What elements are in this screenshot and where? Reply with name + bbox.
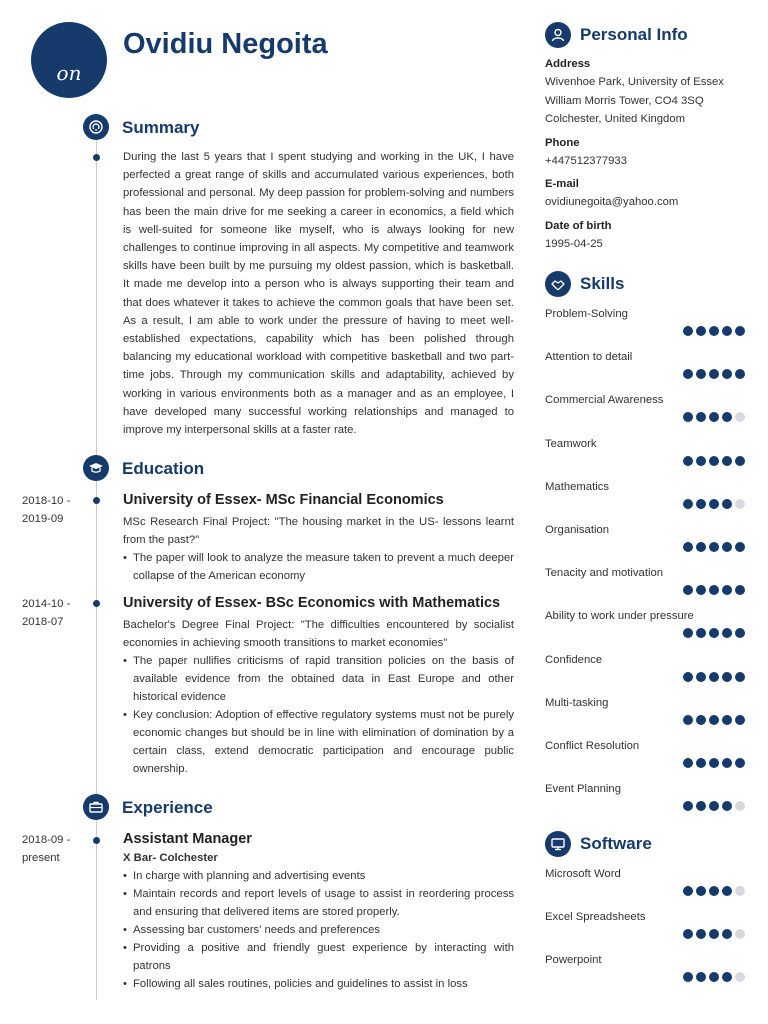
candidate-name: Ovidiu Negoita <box>123 28 328 60</box>
skill-label: Ability to work under pressure <box>545 610 694 623</box>
address-line: Wivenhoe Park, University of Essex <box>545 76 724 88</box>
education-title: Education <box>122 459 205 478</box>
skill-label: Microsoft Word <box>545 868 621 880</box>
skill-label: Powerpoint <box>545 954 602 967</box>
avatar <box>31 22 107 98</box>
rating-dot-filled <box>709 456 719 466</box>
rating-dot-filled <box>683 456 693 466</box>
summary-icon <box>83 114 109 140</box>
skill-rating <box>683 758 745 768</box>
rating-dot-empty <box>735 412 745 422</box>
list-item: • Maintain records and report levels of usage to assist in reordering process and ensuring that delivered items are stored properly. <box>123 885 514 921</box>
rating-dot-filled <box>709 628 719 638</box>
skill-item <box>545 738 745 781</box>
rating-dot-filled <box>722 715 732 725</box>
rating-dot-filled <box>722 585 732 595</box>
rating-dot-filled <box>722 542 732 552</box>
entry-bullets <box>123 652 514 778</box>
software-item <box>545 866 745 909</box>
rating-dot-filled <box>683 672 693 682</box>
entry-bullets <box>123 867 514 993</box>
skill-label: Problem-Solving <box>545 308 628 320</box>
rating-dot-filled <box>683 715 693 725</box>
email-value: ovidiunegoita@yahoo.com <box>545 196 679 208</box>
rating-dot-filled <box>683 801 693 811</box>
software-item <box>545 909 745 952</box>
rating-dot-filled <box>722 886 732 896</box>
rating-dot-filled <box>722 628 732 638</box>
handshake-icon <box>545 271 571 297</box>
skill-item <box>545 306 745 349</box>
phone-label: Phone <box>545 136 580 149</box>
skill-item <box>545 781 745 824</box>
rating-dot-empty <box>735 886 745 896</box>
user-icon <box>545 22 571 48</box>
rating-dot-filled <box>722 672 732 682</box>
briefcase-icon <box>83 794 109 820</box>
list-item: • Following all sales routines, policies and guidelines to assist in loss <box>123 975 514 993</box>
rating-dot-filled <box>709 886 719 896</box>
summary-title: Summary <box>122 118 200 137</box>
rating-dot-filled <box>735 585 745 595</box>
rating-dot-filled <box>696 542 706 552</box>
rating-dot-filled <box>722 758 732 768</box>
rating-dot-empty <box>735 801 745 811</box>
skill-item <box>545 349 745 392</box>
rating-dot-filled <box>696 369 706 379</box>
rating-dot-filled <box>696 585 706 595</box>
rating-dot-filled <box>722 499 732 509</box>
entry-title: University of Essex- BSc Economics with Mathematics <box>123 595 501 611</box>
software-title: Software <box>580 834 652 853</box>
timeline-line <box>96 125 97 1000</box>
personal-info-title: Personal Info <box>580 25 688 44</box>
skill-rating <box>683 326 745 336</box>
skill-rating <box>683 628 745 638</box>
skill-rating <box>683 886 745 896</box>
skill-rating <box>683 672 745 682</box>
rating-dot-filled <box>683 886 693 896</box>
rating-dot-filled <box>722 456 732 466</box>
rating-dot-filled <box>709 369 719 379</box>
rating-dot-filled <box>709 326 719 336</box>
skill-label: Tenacity and motivation <box>545 567 664 580</box>
list-item: • Providing a positive and friendly guest experience by interacting with patrons <box>123 939 514 975</box>
rating-dot-filled <box>696 929 706 939</box>
skill-label: Organisation <box>545 524 610 536</box>
skill-label: Teamwork <box>545 437 597 450</box>
rating-dot-filled <box>683 628 693 638</box>
education-entry <box>123 593 514 778</box>
skill-item <box>545 608 745 651</box>
rating-dot-filled <box>722 326 732 336</box>
rating-dot-filled <box>735 715 745 725</box>
entry-title: Assistant Manager <box>123 831 252 847</box>
rating-dot-empty <box>735 499 745 509</box>
rating-dot-filled <box>709 412 719 422</box>
skill-rating <box>683 456 745 466</box>
avatar-initials: on <box>56 61 82 85</box>
skill-label: Event Planning <box>545 783 621 796</box>
entry-description: MSc Research Final Project: "The housing market in the US- lessons learnt from the past?" <box>123 516 514 546</box>
skill-rating <box>683 585 745 595</box>
rating-dot-filled <box>683 369 693 379</box>
monitor-icon <box>545 831 571 857</box>
rating-dot-filled <box>696 412 706 422</box>
rating-dot-filled <box>709 585 719 595</box>
rating-dot-filled <box>722 972 732 982</box>
skill-rating <box>683 929 745 939</box>
address-label: Address <box>545 58 591 70</box>
skill-label: Excel Spreadsheets <box>545 911 646 924</box>
rating-dot-filled <box>696 972 706 982</box>
address-line: William Morris Tower, CO4 3SQ <box>545 94 704 107</box>
personal-info <box>545 55 745 253</box>
list-item: • The paper nullifies criticisms of rapid transition policies on the basis of available evidence from the obtained data in East Europe and other historical evidence <box>123 652 514 706</box>
skill-item <box>545 436 745 479</box>
skill-rating <box>683 542 745 552</box>
experience-entry <box>123 829 514 993</box>
timeline-dot <box>93 600 100 607</box>
rating-dot-filled <box>709 801 719 811</box>
skill-rating <box>683 972 745 982</box>
graduation-cap-icon <box>83 455 109 481</box>
skill-label: Mathematics <box>545 480 610 493</box>
dob-label: Date of birth <box>545 219 612 232</box>
rating-dot-empty <box>735 929 745 939</box>
skill-item <box>545 565 745 608</box>
list-item: • In charge with planning and advertising events <box>123 867 514 885</box>
skill-rating <box>683 801 745 811</box>
skill-label: Commercial Awareness <box>545 394 664 407</box>
rating-dot-filled <box>709 972 719 982</box>
experience-date: 2018-09 - present <box>22 834 71 864</box>
rating-dot-filled <box>696 672 706 682</box>
rating-dot-filled <box>709 929 719 939</box>
rating-dot-filled <box>683 929 693 939</box>
rating-dot-filled <box>709 499 719 509</box>
dob-value: 1995-04-25 <box>545 237 603 250</box>
rating-dot-filled <box>735 758 745 768</box>
skill-item <box>545 479 745 522</box>
rating-dot-filled <box>722 929 732 939</box>
timeline-dot <box>93 837 100 844</box>
skill-item <box>545 392 745 435</box>
address-line: Colchester, United Kingdom <box>545 113 686 125</box>
education-entry <box>123 490 514 585</box>
rating-dot-filled <box>683 412 693 422</box>
rating-dot-filled <box>696 886 706 896</box>
rating-dot-filled <box>735 326 745 336</box>
rating-dot-filled <box>735 369 745 379</box>
rating-dot-filled <box>683 585 693 595</box>
skill-item <box>545 695 745 738</box>
rating-dot-filled <box>683 499 693 509</box>
rating-dot-filled <box>709 715 719 725</box>
skill-item <box>545 652 745 695</box>
entry-bullets <box>123 549 514 585</box>
rating-dot-empty <box>735 972 745 982</box>
skill-rating <box>683 715 745 725</box>
timeline-dot <box>93 154 100 161</box>
rating-dot-filled <box>735 456 745 466</box>
rating-dot-filled <box>696 628 706 638</box>
skill-label: Multi-tasking <box>545 696 609 709</box>
skill-label: Attention to detail <box>545 351 633 364</box>
rating-dot-filled <box>683 326 693 336</box>
rating-dot-filled <box>696 456 706 466</box>
rating-dot-filled <box>696 326 706 336</box>
skill-label: Conflict Resolution <box>545 740 640 752</box>
skill-item <box>545 522 745 565</box>
rating-dot-filled <box>709 758 719 768</box>
rating-dot-filled <box>722 801 732 811</box>
skill-rating <box>683 412 745 422</box>
rating-dot-filled <box>696 801 706 811</box>
rating-dot-filled <box>696 499 706 509</box>
rating-dot-filled <box>683 758 693 768</box>
list-item: • The paper will look to analyze the measure taken to prevent a much deeper collapse of the American economy <box>123 549 514 585</box>
skill-rating <box>683 369 745 379</box>
timeline-dot <box>93 497 100 504</box>
list-item: • Assessing bar customers' needs and preferences <box>123 921 514 939</box>
email-label: E-mail <box>545 178 579 190</box>
entry-description: Bachelor's Degree Final Project: "The difficulties encountered by socialist economies in achieving smooth transitions to market economies" <box>123 619 514 649</box>
rating-dot-filled <box>696 758 706 768</box>
rating-dot-filled <box>709 672 719 682</box>
entry-company: X Bar- Colchester <box>123 852 218 864</box>
rating-dot-filled <box>735 672 745 682</box>
experience-title: Experience <box>122 798 213 817</box>
education-date: 2018-10 - 2019-09 <box>22 495 71 525</box>
rating-dot-filled <box>696 715 706 725</box>
summary-text: During the last 5 years that I spent studying and working in the UK, I have perfected a great range of skills and accumulated various experiences, both professional and personal. My deep passion for problem-solving and numbers has been the main drive for me seeking a career in economics, a field which is well-suited for someone like myself, who is always looking for new challenges to continue improving in all aspects. My competitive and teamwork skills have been built by me pursuing my oldest passion, which is basketball. It made me develop into a person who is always supporting their team and that does whatever it takes to achieve the common goals that have been set. As a result, I am able to work under the pressure of having to meet well-established expectations, capability which has been polished through balancing my educational workload with competitive basketball and two part-time jobs. Through my communication skills and adaptability, achieved by working in various environments both as a manager and as an employee, I have developed many successful working relationships and managed to improve my interpersonal skills at a faster rate. <box>123 151 514 437</box>
entry-title: University of Essex- MSc Financial Economics <box>123 492 444 508</box>
rating-dot-filled <box>722 412 732 422</box>
rating-dot-filled <box>683 542 693 552</box>
skills-title: Skills <box>580 274 625 293</box>
skill-label: Confidence <box>545 653 603 666</box>
rating-dot-filled <box>709 542 719 552</box>
skill-rating <box>683 499 745 509</box>
rating-dot-filled <box>735 542 745 552</box>
software-item <box>545 952 745 995</box>
rating-dot-filled <box>722 369 732 379</box>
education-date: 2014-10 - 2018-07 <box>22 598 71 628</box>
rating-dot-filled <box>683 972 693 982</box>
phone-value: +447512377933 <box>545 154 627 167</box>
list-item: • Key conclusion: Adoption of effective regulatory systems must not be purely economic changes but should be in line with elimination of domination by a certain class, extend democratic participation and encourage public ownership. <box>123 706 514 778</box>
rating-dot-filled <box>735 628 745 638</box>
